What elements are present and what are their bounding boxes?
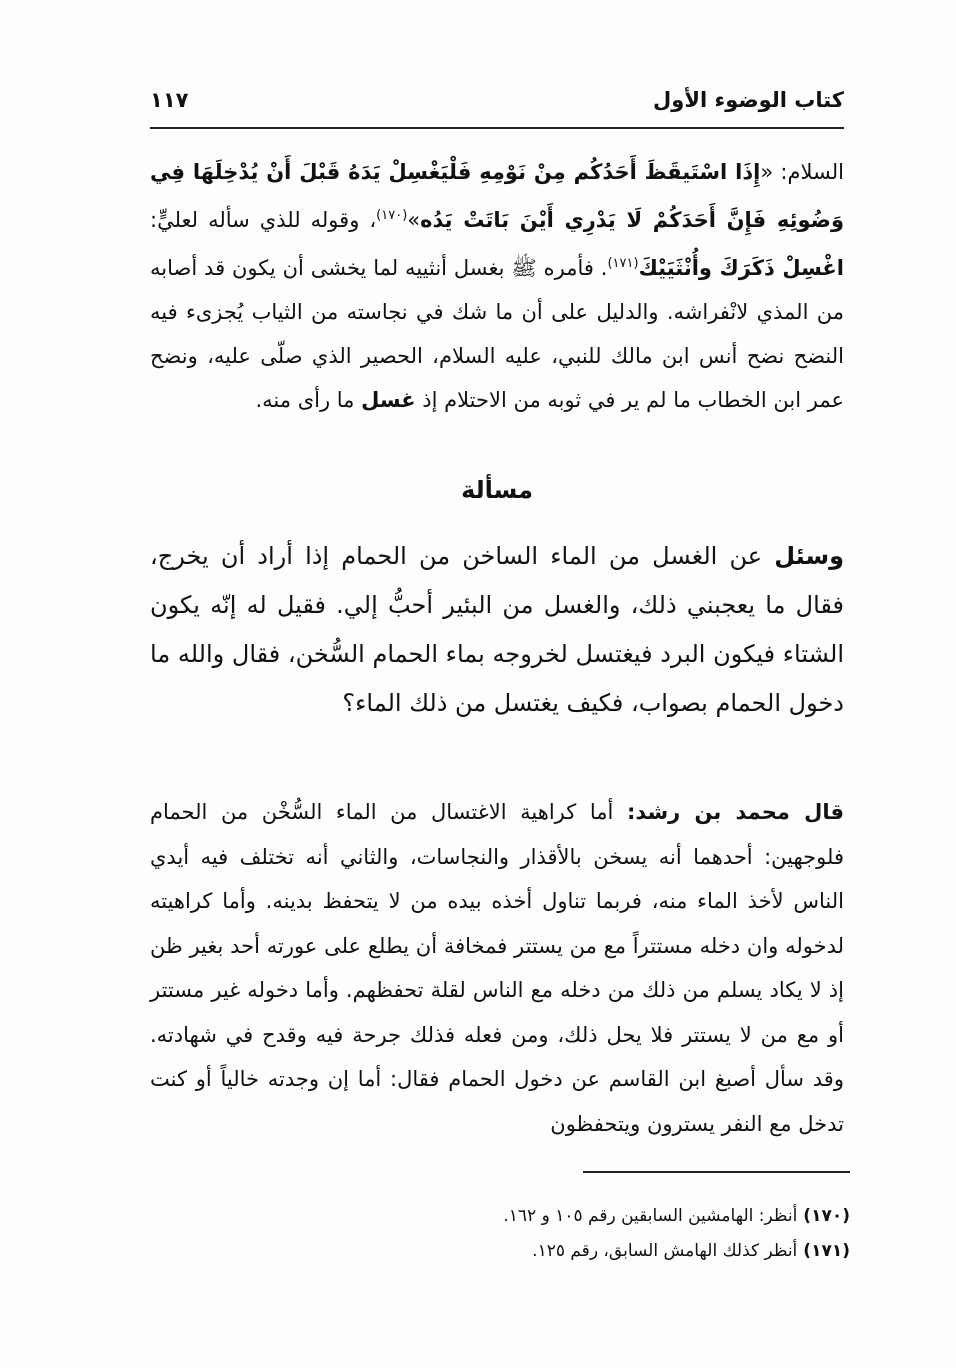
footnote-number: (١٧١) [803,1241,850,1261]
commentary-paragraph [150,790,844,1146]
header-divider [150,127,844,129]
footnote-number: (١٧٠) [803,1206,850,1226]
commentary-text: أما كراهية الاغتسال من الماء السُّخْن من الحمام فلوجهين: أحدهما أنه يسخن بالأقذار والنجاسات، والثاني أنه تختلف فيه أيدي الناس لأخذ الماء منه، فربما تناول أخذه بيده من لا يتحفظ بدينه. وأما كراهيته لدخوله وان دخله مستتراً مع من يستتر فمخافة أن يطلع على عورته أحد بغير ظن إذ لا يكاد يسلم من ذلك من دخله مع الناس لقلة تحفظهم. وأما دخوله غير مستتر أو مع من لا يستتر فلا يحل ذلك، ومن فعله فذلك جرحة فيه وقدح في شهادته. وقد سأل أصبغ ابن القاسم عن دخول الحمام فقال: أما إن وجدته خالياً أو كنت تدخل مع النفر يسترون ويتحفظون [150,800,844,1136]
footnote-text: أنظر: الهامشين السابقين رقم ١٠٥ و ١٦٢. [503,1206,798,1226]
page-number: ١١٧ [150,88,189,112]
question-paragraph [150,532,844,728]
text-segment: ، وقوله للذي سأله لعليٍّ: [150,208,377,232]
footnote-ref-170: (١٧٠) [376,208,408,223]
hadith-quote-2: اغْسِلْ ذَكَرَكَ وأُنْثَيَيْكَ [638,256,844,280]
text-segment: ما رأى منه. [255,388,362,412]
book-title: كتاب الوضوء الأول [653,88,844,112]
text-segment: السلام: « [760,160,844,184]
text-segment: » [407,208,421,232]
question-lead: وسئل [774,542,844,570]
emphasized-word: غسل [361,388,416,412]
text-segment: . فأمره ﷺ بغسل أنثييه لما يخشى أن يكون قد أصابه من المذي لانْفراشه. والدليل على أن ما شك في نجاسته من الثياب يُجزىء فيه النضح نضح أنس ابن مالك للنبي، عليه السلام، الحصير الذي صلّى عليه، ونضح عمر ابن الخطاب ما لم ير في ثوبه من الاحتلام إذ [150,256,844,412]
footnote-170 [503,1206,850,1226]
question-text: عن الغسل من الماء الساخن من الحمام إذا أراد أن يخرج، فقال ما يعجبني ذلك، والغسل من البئير أحبُّ إلي. فقيل له إنّه يكون الشتاء فيكون البرد فيغتسل لخروجه بماء الحمام السُّخن، فقال والله ما دخول الحمام بصواب، فكيف يغتسل من ذلك الماء؟ [150,542,844,717]
footnote-171 [532,1241,850,1261]
paragraph-hadith-continuation [150,150,844,422]
commentary-lead: قال محمد بن رشد: [626,800,844,824]
section-heading: مسألة [461,476,533,504]
footnote-ref-171: (١٧١) [607,256,639,271]
footnote-text: أنظر كذلك الهامش السابق، رقم ١٢٥. [532,1241,798,1261]
footnote-divider [583,1171,850,1173]
hadith-quote: إِذَا اسْتَيقَظَ أَحَدُكُم مِنْ نَوْمِهِ فَلْيَغْسِلْ يَدَهُ قَبْلَ أَنْ يُدْخِلَهَا فِي وَضُوئِهِ فَإِنَّ أَحَدَكُمْ لَا يَدْرِي أَيْنَ بَاتَتْ يَدُه [150,160,844,232]
running-header [150,88,844,124]
